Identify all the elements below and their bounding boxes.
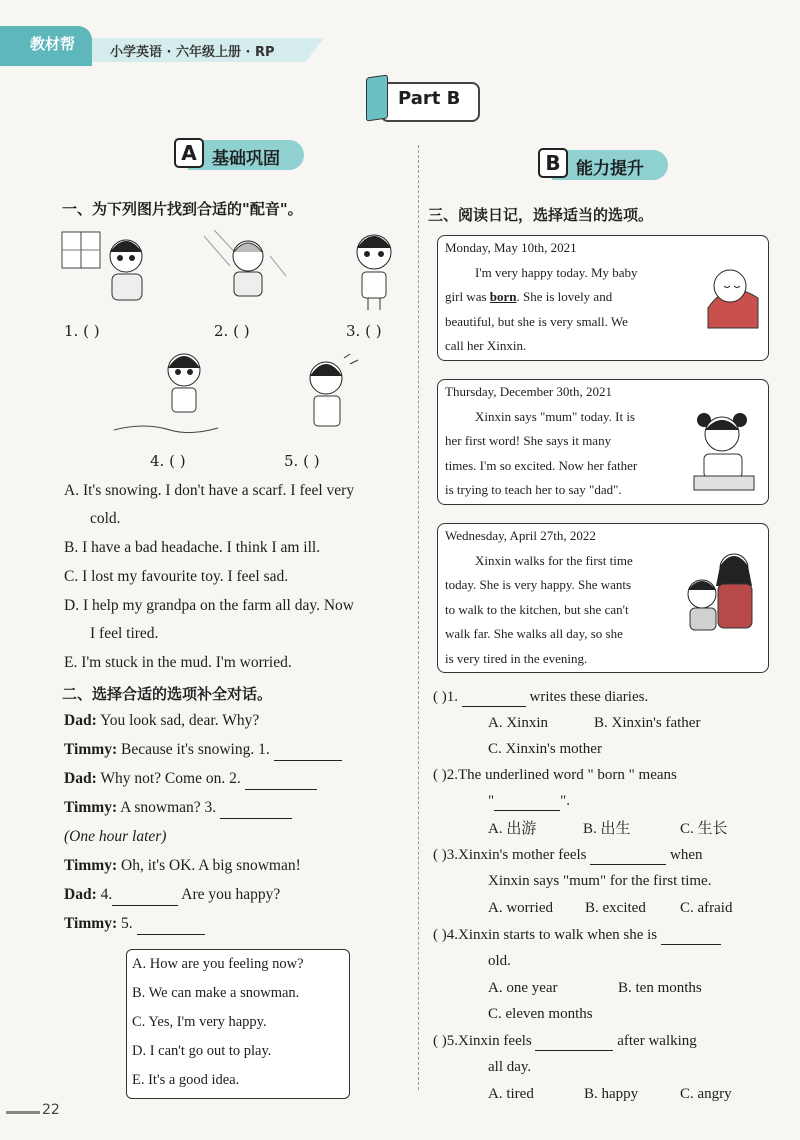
picture-5-headache-girl <box>296 352 366 436</box>
diary-2-line-1: Xinxin says "mum" today. It is <box>475 409 635 424</box>
book-icon <box>366 74 388 121</box>
brand-label: 教材帮 <box>30 35 76 53</box>
question-5: ( )5.Xinxin feels after walking <box>433 1033 697 1049</box>
section-b-label: 能力提升 <box>576 159 644 179</box>
section-a-label: 基础巩固 <box>212 149 280 169</box>
q2-choice-c: C. 生长 <box>680 821 728 837</box>
picture-2-cold-child <box>200 226 290 306</box>
q3-choice-a: A. worried <box>488 900 553 916</box>
q5-choice-a: A. tired <box>488 1086 534 1102</box>
dialog-line-2: Timmy: Because it's snowing. 1. <box>64 741 342 761</box>
q1-option-c: C. I lost my favourite toy. I feel sad. <box>64 568 289 585</box>
dialog-stage-direction: (One hour later) <box>64 828 167 845</box>
mother-and-child-illustration <box>678 550 762 636</box>
pic-label-5[interactable]: 5. ( ) <box>284 452 320 470</box>
diary-1-line-3: beautiful, but she is very small. We <box>445 314 628 329</box>
baby-illustration <box>700 262 762 332</box>
pic-label-3[interactable]: 3. ( ) <box>346 322 382 340</box>
q4-choice-c: C. eleven months <box>488 1006 593 1022</box>
diary-3-line-3: to walk to the kitchen, but she can't <box>445 602 629 617</box>
q2-answer-blank[interactable] <box>494 792 560 811</box>
page-number: 22 <box>42 1102 60 1118</box>
diary-1-line-4: call her Xinxin. <box>445 338 527 353</box>
q1-choice-c: C. Xinxin's mother <box>488 741 602 757</box>
diary-2-line-3: times. I'm so excited. Now her father <box>445 458 638 473</box>
q3-choice-b: B. excited <box>585 900 646 916</box>
diary-2-line-2: her first word! She says it many <box>445 433 612 448</box>
blank-1[interactable] <box>274 741 342 761</box>
diary-3-line-1: Xinxin walks for the first time <box>475 553 633 568</box>
q1-choice-a: A. Xinxin <box>488 715 548 731</box>
q2-choice-c: C. Yes, I'm very happy. <box>132 1014 267 1030</box>
diary-3-date: Wednesday, April 27th, 2022 <box>445 528 596 543</box>
q1-answer-blank[interactable] <box>462 688 526 707</box>
dialog-line-6: Dad: 4. Are you happy? <box>64 886 280 906</box>
page-number-rule <box>6 1111 40 1114</box>
part-heading: Part B <box>398 88 461 109</box>
dialog-line-3: Dad: Why not? Come on. 2. <box>64 770 317 790</box>
question-3: ( )3.Xinxin's mother feels when <box>433 847 703 863</box>
question-3-cont: Xinxin says "mum" for the first time. <box>488 873 712 889</box>
q5-choice-c: C. angry <box>680 1086 732 1102</box>
q2-choice-a: A. How are you feeling now? <box>132 956 304 972</box>
q1-heading: 一、为下列图片找到合适的"配音"。 <box>62 200 303 218</box>
dialog-line-1: Dad: You look sad, dear. Why? <box>64 712 260 729</box>
q1-option-d: D. I help my grandpa on the farm all day. Now <box>64 597 354 614</box>
q1-option-e: E. I'm stuck in the mud. I'm worried. <box>64 654 292 671</box>
blank-3[interactable] <box>220 799 292 819</box>
diary-2-line-4: is trying to teach her to say "dad". <box>445 482 622 497</box>
q1-option-a-cont: cold. <box>90 510 121 527</box>
q2-choice-b: B. 出生 <box>583 821 631 837</box>
q2-choice-a: A. 出游 <box>488 821 537 837</box>
picture-1-sad-child <box>60 226 160 306</box>
question-1: ( )1. writes these diaries. <box>433 689 649 705</box>
underlined-word-born: born <box>489 289 517 304</box>
dialog-line-4: Timmy: A snowman? 3. <box>64 799 292 819</box>
q1-option-d-cont: I feel tired. <box>90 625 159 642</box>
q1-option-b: B. I have a bad headache. I think I am ill. <box>64 539 321 556</box>
diary-3-line-4: walk far. She walks all day, so she <box>445 626 623 641</box>
picture-4-girl-in-mud <box>112 346 220 438</box>
pic-label-1[interactable]: 1. ( ) <box>64 322 100 340</box>
picture-3-crying-boy <box>340 222 406 312</box>
toddler-illustration <box>690 404 760 494</box>
q2-heading: 二、选择合适的选项补全对话。 <box>62 685 273 703</box>
question-4: ( )4.Xinxin starts to walk when she is <box>433 926 721 945</box>
q3-choice-c: C. afraid <box>680 900 733 916</box>
section-a-badge: A <box>174 138 204 168</box>
blank-5[interactable] <box>137 915 205 935</box>
blank-4[interactable] <box>112 886 178 906</box>
q4-choice-b: B. ten months <box>618 980 702 996</box>
q4-answer-blank[interactable] <box>661 926 721 945</box>
blank-2[interactable] <box>245 770 317 790</box>
dialog-line-7: Timmy: 5. <box>64 915 205 935</box>
q4-choice-a: A. one year <box>488 980 558 996</box>
question-5-cont: all day. <box>488 1059 532 1075</box>
diary-1-line-2: girl was born. She is lovely and <box>445 289 613 304</box>
q1-choice-b: B. Xinxin's father <box>594 715 701 731</box>
diary-2-date: Thursday, December 30th, 2021 <box>445 384 613 399</box>
column-divider <box>418 145 419 1090</box>
dialog-line-5: Timmy: Oh, it's OK. A big snowman! <box>64 857 301 874</box>
q3-heading: 三、阅读日记，选择适当的选项。 <box>428 206 654 224</box>
q5-choice-b: B. happy <box>584 1086 639 1102</box>
diary-1-date: Monday, May 10th, 2021 <box>445 240 577 255</box>
q1-option-a: A. It's snowing. I don't have a scarf. I feel very <box>64 482 355 499</box>
q2-choice-d: D. I can't go out to play. <box>132 1043 272 1059</box>
section-b-badge: B <box>538 148 568 178</box>
question-2-cont: " ". <box>488 793 570 809</box>
q2-choice-b: B. We can make a snowman. <box>132 985 300 1001</box>
question-4-cont: old. <box>488 953 511 969</box>
q5-answer-blank[interactable] <box>535 1032 613 1051</box>
question-2: ( )2.The underlined word " born " means <box>433 767 677 783</box>
pic-label-2[interactable]: 2. ( ) <box>214 322 250 340</box>
q3-answer-blank[interactable] <box>590 846 666 865</box>
diary-3-line-5: is very tired in the evening. <box>445 651 588 666</box>
book-title: 小学英语 · 六年级上册 · RP <box>110 45 275 60</box>
q2-choice-e: E. It's a good idea. <box>132 1072 240 1088</box>
diary-1-line-1: I'm very happy today. My baby <box>475 265 638 280</box>
diary-3-line-2: today. She is very happy. She wants <box>445 577 632 592</box>
pic-label-4[interactable]: 4. ( ) <box>150 452 186 470</box>
